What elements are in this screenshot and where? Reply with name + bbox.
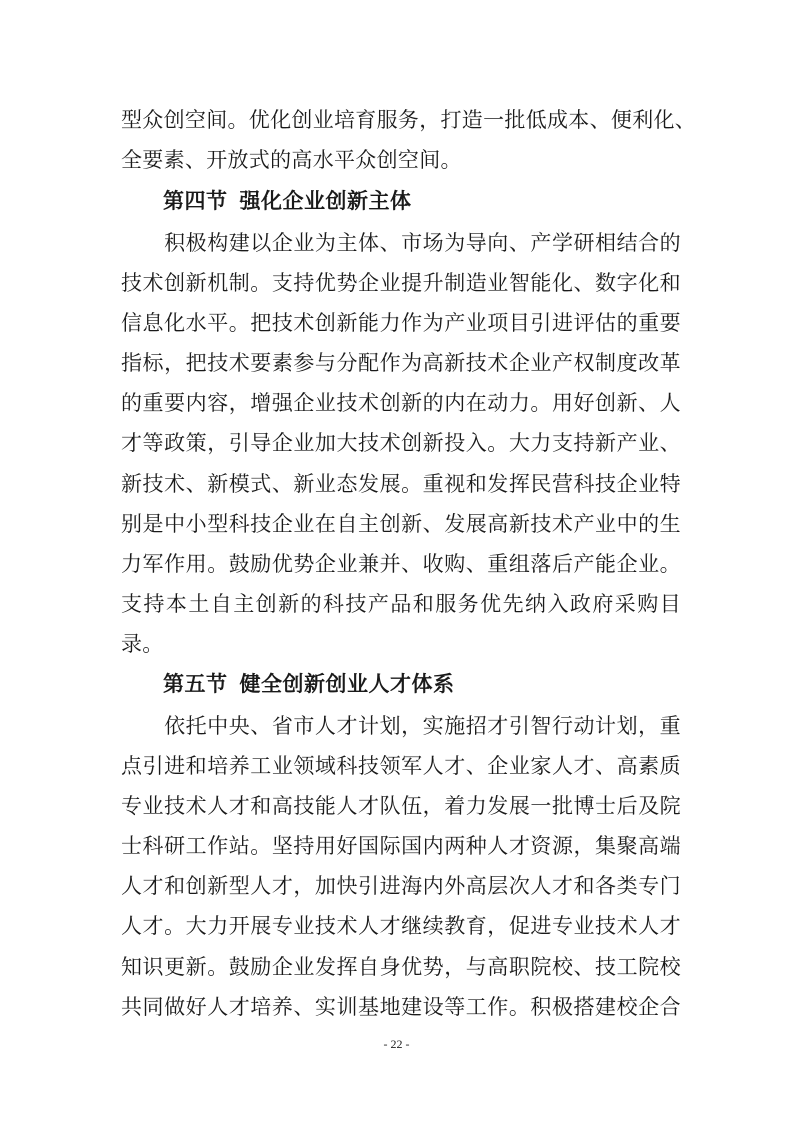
- section-title: 强化企业创新主体: [239, 189, 412, 213]
- section-title: 健全创新创业人才体系: [239, 672, 455, 696]
- section-number: 第五节: [163, 672, 228, 696]
- paragraph-line: 专业技术人才和高技能人才队伍，着力发展一批博士后及院: [121, 794, 681, 818]
- paragraph-line: 点引进和培养工业领域科技领军人才、企业家人才、高素质: [121, 754, 681, 778]
- paragraph-line: 才等政策，引导企业加大技术创新投入。大力支持新产业、: [121, 431, 681, 455]
- section-number: 第四节: [163, 189, 228, 213]
- paragraph-line: 人才。大力开展专业技术人才继续教育，促进专业技术人才: [121, 914, 681, 938]
- paragraph-line: 士科研工作站。坚持用好国际国内两种人才资源，集聚高端: [121, 834, 681, 858]
- paragraph-line: 录。: [121, 632, 164, 656]
- paragraph-line: 人才和创新型人才，加快引进海内外高层次人才和各类专门: [121, 874, 681, 898]
- paragraph-line: 知识更新。鼓励企业发挥自身优势，与高职院校、技工院校: [121, 955, 681, 979]
- section-heading: [163, 187, 412, 215]
- paragraph-line: 共同做好人才培养、实训基地建设等工作。积极搭建校企合: [121, 995, 681, 1019]
- paragraph-line: 力军作用。鼓励优势企业兼并、收购、重组落后产能企业。: [121, 552, 681, 576]
- paragraph-line: 积极构建以企业为主体、市场为导向、产学研相结合的: [121, 231, 681, 255]
- paragraph-line: 信息化水平。把技术创新能力作为产业项目引进评估的重要: [121, 311, 681, 335]
- paragraph-line: 指标，把技术要素参与分配作为高新技术企业产权制度改革: [121, 351, 681, 375]
- paragraph-line: 全要素、开放式的高水平众创空间。: [121, 148, 462, 172]
- page-number: - 22 -: [383, 1037, 410, 1051]
- paragraph-line: 型众创空间。优化创业培育服务，打造一批低成本、便利化、: [121, 108, 697, 132]
- paragraph-line: 支持本土自主创新的科技产品和服务优先纳入政府采购目: [121, 592, 681, 616]
- section-heading: [163, 670, 455, 698]
- paragraph-line: 别是中小型科技企业在自主创新、发展高新技术产业中的生: [121, 512, 681, 536]
- paragraph-line: 依托中央、省市人才计划，实施招才引智行动计划，重: [121, 714, 681, 738]
- paragraph-line: 的重要内容，增强企业技术创新的内在动力。用好创新、人: [121, 391, 681, 415]
- paragraph-line: 技术创新机制。支持优势企业提升制造业智能化、数字化和: [121, 271, 681, 295]
- paragraph-line: 新技术、新模式、新业态发展。重视和发挥民营科技企业特: [121, 472, 681, 496]
